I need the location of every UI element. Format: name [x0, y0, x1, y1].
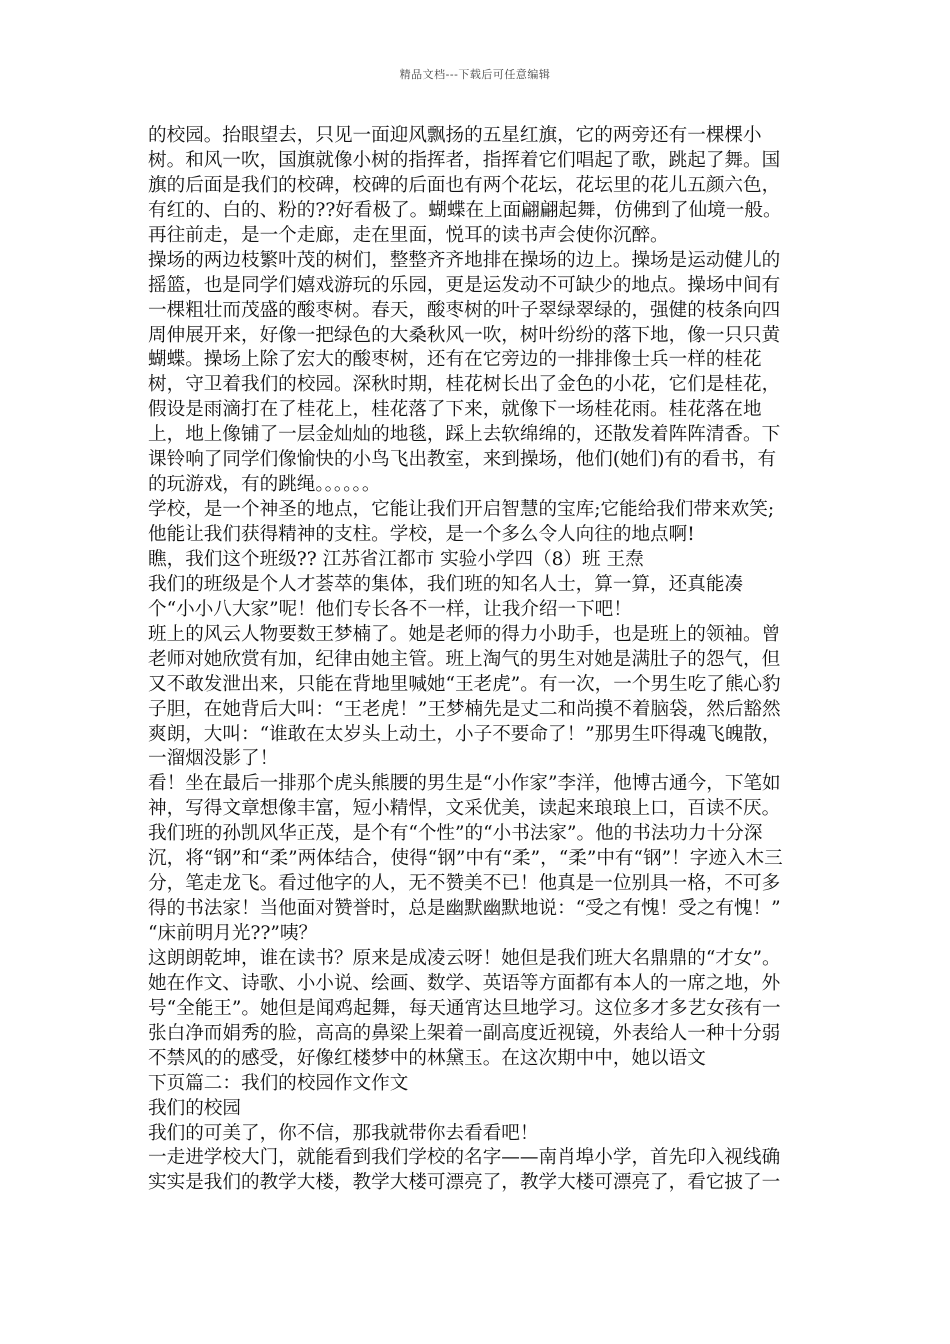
text-line: 上，地上像铺了一层金灿灿的地毯，踩上去软绵绵的，还散发着阵阵清香。下 [148, 424, 781, 446]
text-line: 学校，是一个神圣的地点，它能让我们开启智慧的宝库;它能给我们带来欢笑; [148, 499, 775, 521]
text-line: 分，笔走龙飞。看过他字的人，无不赞美不已！他真是一位别具一格，不可多 [148, 873, 781, 895]
text-line: 神，写得文章想像丰富，短小精悍，文采优美，读起来琅琅上口，百读不厌。 [148, 798, 781, 820]
text-line: 的玩游戏，有的跳绳。。。。。。 [148, 474, 381, 496]
text-line: 一棵粗壮而茂盛的酸枣树。春天，酸枣树的叶子翠绿翠绿的，强健的枝条向四 [148, 299, 781, 321]
text-line: 下页篇二：我们的校园作文作文 [148, 1072, 409, 1094]
text-line: 课铃响了同学们像愉快的小鸟飞出教室，来到操场，他们(她们)有的看书，有 [148, 449, 777, 471]
text-line: 我们班的孙凯风华正茂，是个有“个性”的“小书法家”。他的书法功力十分深 [148, 823, 763, 845]
text-line: 假设是雨滴打在了桂花上，桂花落了下来，就像下一场桂花雨。桂花落在地 [148, 399, 762, 421]
document-body [148, 124, 808, 1196]
text-line: 摇篮，也是同学们嬉戏游玩的乐园，更是运发动不可缺少的地点。操场中间有 [148, 274, 781, 296]
text-line: 一走进学校大门，就能看到我们学校的名字——南肖埠小学，首先印入视线确 [148, 1147, 781, 1169]
text-line: 树，守卫着我们的校园。深秋时期，桂花树长出了金色的小花，它们是桂花， [148, 374, 781, 396]
text-line: 沉，将“钢”和“柔”两体结合，使得“钢”中有“柔”，“柔”中有“钢”！字迹入木三 [148, 848, 783, 870]
text-line: “床前明月光??”咦？ [148, 923, 318, 944]
page-header: 精品文档---下载后可任意编辑 [399, 68, 551, 81]
text-line: 我们的校园 [148, 1097, 241, 1119]
text-line: 蝴蝶。操场上除了宏大的酸枣树，还有在它旁边的一排排像士兵一样的桂花 [148, 349, 762, 371]
text-line: 瞧，我们这个班级?? 江苏省江都市 实验小学四（8）班 王焘 [148, 548, 644, 570]
text-line: 子胆，在她背后大叫：“王老虎！”王梦楠先是丈二和尚摸不着脑袋，然后豁然 [148, 698, 781, 720]
text-line: 我们的班级是个人才荟萃的集体，我们班的知名人士，算一算，还真能凑 [148, 573, 744, 595]
text-line: 树。和风一吹，国旗就像小树的指挥者，指挥着它们唱起了歌，跳起了舞。国 [148, 149, 781, 171]
text-line: 又不敢发泄出来，只能在背地里喊她“王老虎”。有一次，一个男生吃了熊心豹 [148, 673, 781, 695]
text-line: 一溜烟没影了！ [148, 748, 279, 770]
text-line: 的校园。抬眼望去，只见一面迎风飘扬的五星红旗，它的两旁还有一棵棵小 [148, 125, 762, 146]
text-line: 我们的可美了，你不信，那我就带你去看看吧！ [148, 1122, 539, 1144]
text-line: 他能让我们获得精神的支柱。学校，是一个多么令人向往的地点啊! [148, 524, 695, 545]
text-line: 实实是我们的教学大楼，教学大楼可漂亮了，教学大楼可漂亮了，看它披了一 [148, 1172, 781, 1194]
text-line: 爽朗，大叫：“谁敢在太岁头上动土，小子不要命了！”那男生吓得魂飞魄散， [148, 723, 781, 745]
text-line: 不禁风的的感受，好像红楼梦中的林黛玉。在这次期中中，她以语文 [148, 1047, 706, 1069]
text-line: 她在作文、诗歌、小小说、绘画、数学、英语等方面都有本人的一席之地，外 [148, 972, 781, 994]
text-line: 周伸展开来，好像一把绿色的大桑秋风一吹，树叶纷纷的落下地，像一只只黄 [148, 324, 781, 346]
text-line: 老师对她欣赏有加，纪律由她主管。班上淘气的男生对她是满肚子的怨气，但 [148, 648, 781, 670]
text-line: 张白净而娟秀的脸，高高的鼻梁上架着一副高度近视镜，外表给人一种十分弱 [148, 1022, 781, 1044]
text-line: 班上的风云人物要数王梦楠了。她是老师的得力小助手，也是班上的领袖。曾 [148, 623, 781, 645]
text-line: 看！坐在最后一排那个虎头熊腰的男生是“小作家”李洋，他博古通今，下笔如 [148, 773, 781, 795]
text-line: 操场的两边枝繁叶茂的树们，整整齐齐地排在操场的边上。操场是运动健儿的 [148, 249, 781, 271]
text-line: 有红的、白的、粉的??好看极了。蝴蝶在上面翩翩起舞，仿佛到了仙境一般。 [148, 199, 782, 221]
text-line: 得的书法家！当他面对赞誉时，总是幽默幽默地说：“受之有愧！受之有愧！” [148, 898, 781, 920]
text-line: 个“小小八大家”呢！他们专长各不一样，让我介绍一下吧！ [148, 598, 632, 620]
text-line: 这朗朗乾坤，谁在读书？原来是成凌云呀！她但是我们班大名鼎鼎的“才女”。 [148, 947, 781, 969]
text-line: 再往前走，是一个走廊，走在里面，悦耳的读书声会使你沉醉。 [148, 224, 669, 246]
text-line: 号“全能王”。她但是闻鸡起舞，每天通宵达旦地学习。这位多才多艺女孩有一 [148, 997, 781, 1019]
text-line: 旗的后面是我们的校碑，校碑的后面也有两个花坛，花坛里的花儿五颜六色， [148, 174, 781, 196]
